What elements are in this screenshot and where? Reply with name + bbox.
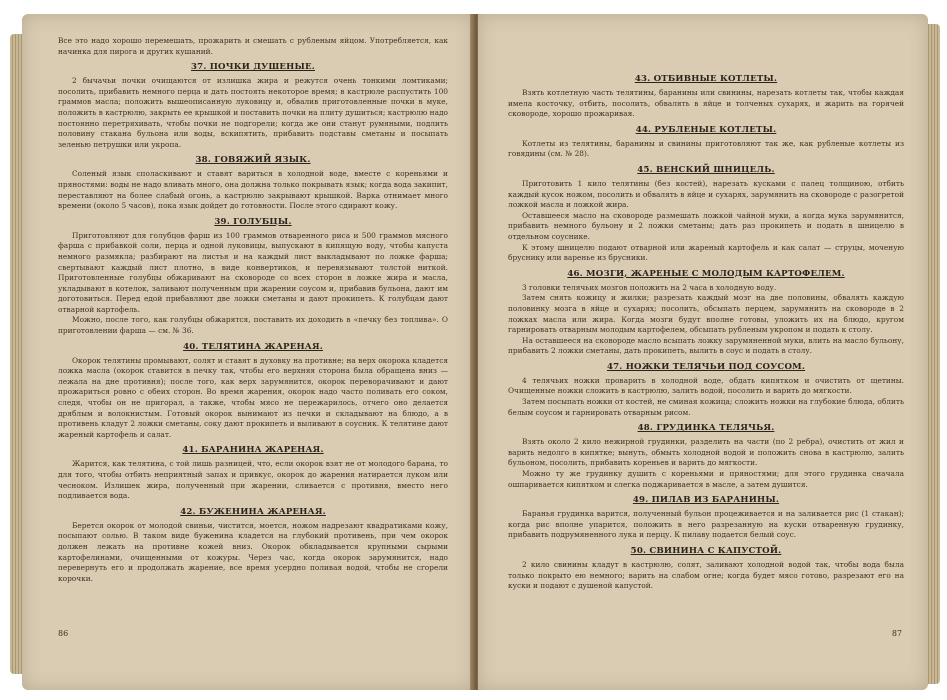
recipe-38-text: Соленый язык споласкивают и ставят вариться в холодной воде, вместе с кореньями и пряностями: воды не надо вливать много, она должна только покрывать язык; когда вода закипит, переставляют на более слабый огонь, а кастрюлю закрывают крышкой. Варка отнимает много времени (около 5 часов), пока язык дойдет до готовности. После этого сдирают кожу. <box>58 169 448 211</box>
heading-50: 50. СВИНИНА С КАПУСТОЙ. <box>630 546 782 556</box>
recipe-48-text: Взять около 2 кило нежирной грудинки, разделить на части (по 2 ребра), очистить от жил и варить недолго в кипятке; вынуть, обмыть холодной водой и положить снова в кастрюлю, залить бульоном, посолить, прибавить кореньев и варить до мягкости. <box>508 437 904 468</box>
right-page <box>478 14 928 690</box>
page-stack-right <box>926 24 940 684</box>
recipe-43-text: Взять котлетную часть телятины, баранины или свинины, нарезать котлеты так, чтобы каждая имела косточку, отбить, посолить, обвалять в яйце и толченых сухарях, и жарить на горячей сковороде, хорошо прожаривая. <box>508 88 904 119</box>
heading-47: 47. НОЖКИ ТЕЛЯЧЬИ ПОД СОУСОМ. <box>606 361 806 372</box>
recipe-49-text: Баранья грудинка варится, полученный бульон процеживается и на заливается рис (1 стакан); когда рис вполне упарится, положить в него разрезанную на куски отваренную грудинку, прибавить подрумяненного лука и перцу. К пилаву подается белый соус. <box>508 509 904 540</box>
recipe-46-text-2: Затем снять кожицу и жилки; разрезать каждый мозг на две половины, обвалять каждую половинку мозга в яйце и сухарях; посолить, обсыпать перцем, зарумянить на сковороде в 2 ложках масла или жира. Когда мозги будут вполне готовы, уложить их на блюдо, кругом гарнировать отварным молодым картофелем, обсыпать рубленым укропом и подать к столу. <box>508 293 904 335</box>
recipe-45-text-2: Оставшееся масло на сковороде размешать ложкой чайной муки, а когда мука зарумянится, прибавить немного бульону и 2 ложки сметаны; дать раз прокипеть и подать в шницелю в отдельном соуснике. <box>508 210 904 241</box>
heading-38: 38. ГОВЯЖИЙ ЯЗЫК. <box>195 155 311 166</box>
recipe-47-text-2: Затем посыпать ножки от костей, не сминая кожица; сложить ножки на глубокие блюда, облить белым соусом и гарнировать отварным рисом. <box>508 397 904 417</box>
recipe-42-text: Берется окорок от молодой свиньи, чистится, моется, ножом надрезают квадратиками кожу, посыпают солью. В таком виде буженина кладется на глубокий противень, при чем окорок должен лежать на противне кожей вниз. Окорок обкладывается крупными сырыми картофелинами, очищенными от кожуры. Через час, когда окорок зарумянится, надо перевернуть его и продолжать жарение, все время усердно поливая водой, чтобы не сгорели корочки. <box>58 520 448 583</box>
heading-41: 41. БАРАНИНА ЖАРЕНАЯ. <box>182 445 324 456</box>
heading-42: 42. БУЖЕНИНА ЖАРЕНАЯ. <box>180 506 326 517</box>
left-page <box>22 14 474 690</box>
heading-37: 37. ПОЧКИ ДУШЕНЫЕ. <box>191 62 315 73</box>
recipe-46-text-3: На оставшееся на сковороде масло всыпать ложку зарумяненной муки, влить на масло бульону, прибавить 2 ложки сметаны, дать прокипеть, вылить в соус и подать в столу. <box>508 335 904 356</box>
recipe-41-text: Жарится, как телятина, с той лишь разницей, что, если окорок взят не от молодого барана, то для того, чтобы отбить неприятный запах и привкус, окорок до жарения натирается луком или чесноком. Излишек жира, полученный при жарении, сливается с противня, вместо него подливается вода. <box>58 459 448 501</box>
recipe-40-text: Окорок телятины промывают, солят и ставят в духовку на противне; на верх окорока кладется ложка масла (окорок ставится в печку так, чтобы его верхняя сторона была обращена вниз — лежала на дне противня); после того, как верх зарумянится, окорок переворачивают и дают прожариться ровно с обеих сторон. Во время жарения, окорок надо часто поливать его соком, следя, чтобы он не пригорал, а также, чтобы мясо не пережарилось, отчего оно делается дряблым и волокнистым. Готовый окорок вынимают из печки и складывают на блюдо, а в противень кладут 2 ложки сметаны, соку дают прокипеть и выливают в соусник. К телятине дают жареный картофель и салат. <box>58 355 448 439</box>
recipe-44-text: Котлеты из телятины, баранины и свинины приготовляют так же, как рубленые котлеты из говядины (см. № 28). <box>508 138 904 159</box>
recipe-46-text: 3 головки телячьих мозгов положить на 2 часа в холодную воду. <box>522 282 777 292</box>
heading-49: 49. ПИЛАВ ИЗ БАРАНИНЫ. <box>632 495 780 506</box>
intro-paragraph: Все это надо хорошо перемешать, прожарить и смешать с рубленым яйцом. Употребляется, как начинка для пирога и других кушаний. <box>58 36 448 56</box>
recipe-45-text: Приготовить 1 кило телятины (без костей), нарезать кусками с палец толщиною, отбить каждый кусок ножом, посолить и обвалять в яйце и сухарях, зарумянить на сковороде с разогретой ложкой масла и ложкой жира. <box>508 178 904 210</box>
recipe-47-text: 4 телячьих ножки проварить в холодной воде, обдать кипятком и очистить от щетины. Очищенные ножки сложить в кастрюлю, залить водой, посолить и варить до мягкости. <box>508 375 904 396</box>
heading-45: 45. ВЕНСКИЙ ШНИЦЕЛЬ. <box>637 164 775 175</box>
open-book <box>22 14 928 690</box>
recipe-39-text: Приготовляют для голубцов фарш из 100 граммов отваренного риса и 500 граммов мясного фарша с прибавкой соли, перца и одной луковицы, выпускают в кипящую воду, чтобы капуста немного размякла; разбирают на листья и на каждый лист выкладывают по ложке фарша; свертывают каждый лист плотно, в виде конвертиков, и перевязывают толстой ниткой. Приготовленные голубцы обжаривают на сковороде со всех сторон в ложке жира и масла, укладывают в котелок, заливают полученным при жарении соусом и, прибавив бульона, дают им доготовиться. Перед едой прибавляют две ложки сметаны и дают прокипеть. К голубцам дают отварной картофель. <box>58 230 448 314</box>
heading-43: 43. ОТБИВНЫЕ КОТЛЕТЫ. <box>634 74 778 84</box>
recipe-37-text: 2 бычачьи почки очищаются от излишка жира и режутся очень тонкими ломтиками; посолить, прибавить немного перца и дать постоять некоторое время; в кастрюле распустить 100 граммов масла; положить вышеописанную луковицу и, обвалив приготовленные почки в муке, положить в кастрюлю, закрыть ее крышкой и поставить почки на плиту душиться; кастрюлю надо постоянно перетряхивать, чтобы почки не подгорели; когда же они станут румяными, подлить половину стакана бульона или воды, вскипятить, прибавить подставы сметаны и посыпать зеленью петрушки или укропа. <box>58 76 448 149</box>
recipe-48-text-2: Можно ту же грудинку душить с кореньями и пряностями; для этого грудинка сначала ошпаривается кипятком и слегка поджаривается в масле, а затем душится. <box>508 469 904 489</box>
heading-44: 44. РУБЛЕНЫЕ КОТЛЕТЫ. <box>635 124 777 135</box>
page-number-left: 86 <box>58 629 69 638</box>
recipe-50-text: 2 кило свинины кладут в кастрюлю, солят, заливают холодной водой так, чтобы вода была только покрыто ею немного; варить на слабом огне; когда будет мясо готово, разрезают его на куски и подают с душеной капустой. <box>508 560 904 591</box>
heading-39: 39. ГОЛУБЦЫ. <box>214 216 292 227</box>
heading-48: 48. ГРУДИНКА ТЕЛЯЧЬЯ. <box>637 423 775 434</box>
recipe-45-text-3: К этому шницелю подают отварной или жареный картофель и как салат — струцы, моченую бруснику или варенье из брусники. <box>508 242 904 263</box>
page-number-right: 87 <box>891 629 902 638</box>
heading-40: 40. ТЕЛЯТИНА ЖАРЕНАЯ. <box>183 341 323 352</box>
recipe-39-text-2: Можно, после того, как голубцы обжарятся, поставить их доходить в «печку без топлива». О приготовлении фарша — см. № 36. <box>58 315 448 336</box>
heading-46: 46. МОЗГИ, ЖАРЕНЫЕ С МОЛОДЫМ КАРТОФЕЛЕМ. <box>567 268 845 279</box>
